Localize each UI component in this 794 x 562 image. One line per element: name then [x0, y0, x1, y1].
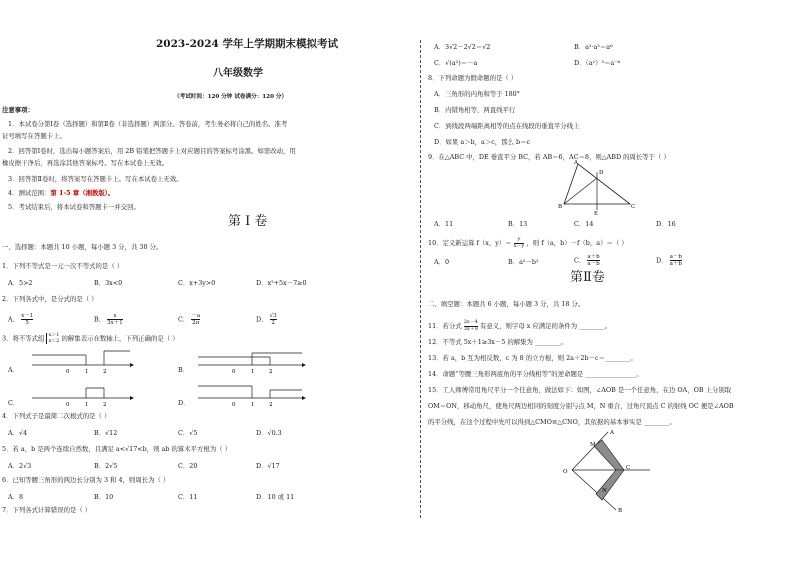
- tick-label: 1: [251, 402, 255, 408]
- option: A．3√2－2√2＝√2: [434, 43, 491, 51]
- option: A．: [8, 366, 20, 374]
- option: A．8: [8, 493, 24, 501]
- vertex-label: E: [594, 211, 599, 216]
- option: C． $\frac{a+b}{a-b}$: [574, 254, 600, 267]
- exam-title: 2023-2024 学年上学期期末模拟考试: [156, 38, 338, 50]
- option: A．11: [434, 220, 454, 228]
- part1-heading: 第 I 卷: [228, 214, 268, 229]
- note-line: 2．回答第Ⅰ卷时，选出每小题答案后，用 2B 铅笔把答题卡上对应题目的答案标号涂黑。如需改动，用: [8, 147, 296, 155]
- angle-ruler-figure: [558, 430, 658, 514]
- notes-heading: 注意事项：: [2, 106, 34, 114]
- tick-label: 2: [103, 369, 107, 375]
- column-divider: [420, 40, 421, 518]
- fill-question: OM＝ON，移动角尺，使角尺两边相同的刻度分别与点 M，N 重合，过角尺顶点 C 的射线 OC 便是∠AOB: [428, 402, 734, 410]
- triangle-figure: [558, 160, 638, 216]
- option: A． $\frac{x-1}{5}$: [8, 313, 34, 326]
- option: B． $\frac{x}{3x+1}$: [94, 313, 123, 326]
- option: D． $\frac{a-b}{a+b}$: [656, 254, 682, 267]
- point-label: A: [610, 430, 614, 436]
- option: C．x+3y>0: [178, 279, 216, 287]
- question-stem: 5．若 a，b 是两个连续自然数，且满足 a<√17<b，则 ab 的算术平方根为（ ）: [2, 445, 232, 453]
- question-stem: 3．将不等式组 x＞1 x＜2 的解集表示在数轴上，下列正确的是（ ）: [2, 332, 179, 344]
- part2-intro: 二、填空题：本题共 6 小题，每小题 3 分，共 18 分。: [428, 300, 585, 308]
- option: A．2√3: [8, 462, 32, 470]
- option: D．16: [656, 220, 676, 228]
- option: D． $\frac{√3}{2}$: [256, 313, 277, 326]
- tick-label: 0: [232, 369, 236, 375]
- fill-question: 的平分线，在这个过程中先可以得到△CMO≌△CNO，其依据的基本事实是 ________。: [428, 418, 676, 426]
- question-stem: 9．在△ABC 中，DE 垂直平分 BC，若 AB＝6，AC＝8，则△ABD 的周长等于（ ）: [428, 153, 670, 161]
- note-line: 橡皮擦干净后，再选涂其他答案标号。写在本试卷上无效。: [2, 159, 169, 167]
- tick-label: 2: [269, 369, 273, 375]
- option: D．√0.3: [256, 429, 282, 437]
- number-line-a: [30, 347, 134, 375]
- option: B．2√5: [94, 462, 118, 470]
- tick-label: 0: [66, 402, 70, 408]
- tick-label: 1: [251, 369, 255, 375]
- option: B．3x<0: [94, 279, 123, 287]
- vertex-label: D: [599, 170, 604, 176]
- question-stem: 7．下列各式计算错误的是（ ）: [2, 506, 92, 514]
- option: A．5>2: [8, 279, 33, 287]
- number-line-b: [196, 347, 306, 375]
- option: B．内错角相等，两直线平行: [434, 106, 516, 114]
- part2-heading: 第Ⅱ卷: [570, 270, 605, 285]
- option: A．三角形的内角和等于 180°: [434, 90, 520, 98]
- point-label: B: [618, 508, 623, 514]
- point-label: M: [590, 442, 596, 448]
- point-label: N: [602, 488, 607, 494]
- option: A．0: [434, 258, 450, 266]
- option: D．如果 a＞b，a＞c，那么 b＝c: [434, 138, 531, 146]
- vertex-label: A: [574, 160, 578, 166]
- number-line-c: [30, 380, 134, 408]
- option: B．10: [94, 493, 114, 501]
- vertex-label: B: [558, 204, 563, 210]
- number-line-d: [196, 380, 306, 408]
- tick-label: 0: [232, 402, 236, 408]
- option: D．: [178, 399, 190, 407]
- fill-question: 11．若分式 $\frac{2x-4}{3x+8}$ 有意义，则字母 x 应满足的条件为 ________。: [428, 319, 612, 332]
- option: C． $\frac{-a}{2\pi}$: [178, 313, 201, 326]
- option: A．√4: [8, 429, 28, 437]
- option: C．√(a²)＝－a: [434, 59, 478, 67]
- option: C．: [8, 399, 20, 407]
- option: B．a²－b²: [508, 258, 539, 266]
- note-line: 证号填写在答题卡上。: [2, 132, 66, 140]
- note-line: 3．回答第Ⅱ卷时，将答案写在答题卡上。写在本试卷上无效。: [8, 175, 183, 183]
- question-stem: 6．已知等腰三角形的两边长分别为 3 和 4，则周长为（ ）: [2, 476, 170, 484]
- exam-meta: （考试时间：120 分钟 试卷满分：120 分）: [174, 94, 288, 100]
- note-line: 4．测试范围：第 1-5 章（湘教版）。: [8, 189, 115, 197]
- question-stem: 4．下列式子是最简二次根式的是（ ）: [2, 412, 111, 420]
- option: D．10 或 11: [256, 493, 295, 501]
- tick-label: 2: [269, 402, 273, 408]
- fill-question: 13．若 a，b 互为相反数，c 为 8 的立方根，则 2a＋2b－c＝________。: [428, 354, 637, 362]
- option: D．√17: [256, 462, 280, 470]
- option: B．: [178, 366, 190, 374]
- tick-label: 2: [103, 402, 107, 408]
- part1-intro: 一、选择题：本题共 10 小题，每小题 3 分，共 30 分。: [2, 243, 163, 251]
- tick-label: 1: [85, 402, 89, 408]
- point-label: C: [626, 465, 631, 471]
- point-label: O: [563, 469, 568, 475]
- fill-question: 15．工人师傅常用角尺平分一个任意角，做法如下：如图，∠AOB 是一个任意角，在边 OA，OB 上分别取: [428, 386, 732, 394]
- option: C．√5: [178, 429, 198, 437]
- note-line: 1．本试卷分第Ⅰ卷（选择题）和第Ⅱ卷（非选择题）两部分。答卷前，考生务必将自己的姓名、准考: [8, 120, 288, 128]
- fill-question: 12．不等式 5x＋1≥3x－5 的解集为 ________。: [428, 338, 567, 346]
- option: C．14: [574, 220, 594, 228]
- option: B．13: [508, 220, 528, 228]
- question-stem: 1．下列不等式是一元一次不等式的是（ ）: [2, 262, 124, 270]
- option: B．a²·a³＝a⁶: [574, 43, 613, 51]
- tick-label: 1: [85, 369, 89, 375]
- option: B．√12: [94, 429, 118, 437]
- vertex-label: C: [631, 204, 636, 210]
- note-line: 5．考试结束后，将本试卷和答题卡一并交回。: [8, 203, 140, 211]
- question-stem: 10．定义新运算 f（x，y）＝ $\frac{y}{x-y}$ ，则 f（a，b）－f（b，a）＝（ ）: [428, 236, 628, 249]
- question-stem: 2．下列各式中，是分式的是（ ）: [2, 295, 98, 303]
- option: C．到线段两端距离相等的点在线段的垂直平分线上: [434, 122, 580, 130]
- option: C．11: [178, 493, 198, 501]
- tick-label: 0: [66, 369, 70, 375]
- exam-subtitle: 八年级数学: [213, 68, 263, 79]
- option: D．（a²）³＝a⁻⁶: [574, 59, 621, 67]
- test-range: 第 1-5 章（湘教版）。: [50, 189, 115, 197]
- option: C．20: [178, 462, 198, 470]
- question-stem: 8．下列命题为假命题的是（ ）: [428, 74, 518, 82]
- option: D．x²+5x－7≥0: [256, 279, 307, 287]
- fill-question: 14．命题“等腰三角形两底角的平分线相等”的逆命题是 ________________。: [428, 370, 643, 378]
